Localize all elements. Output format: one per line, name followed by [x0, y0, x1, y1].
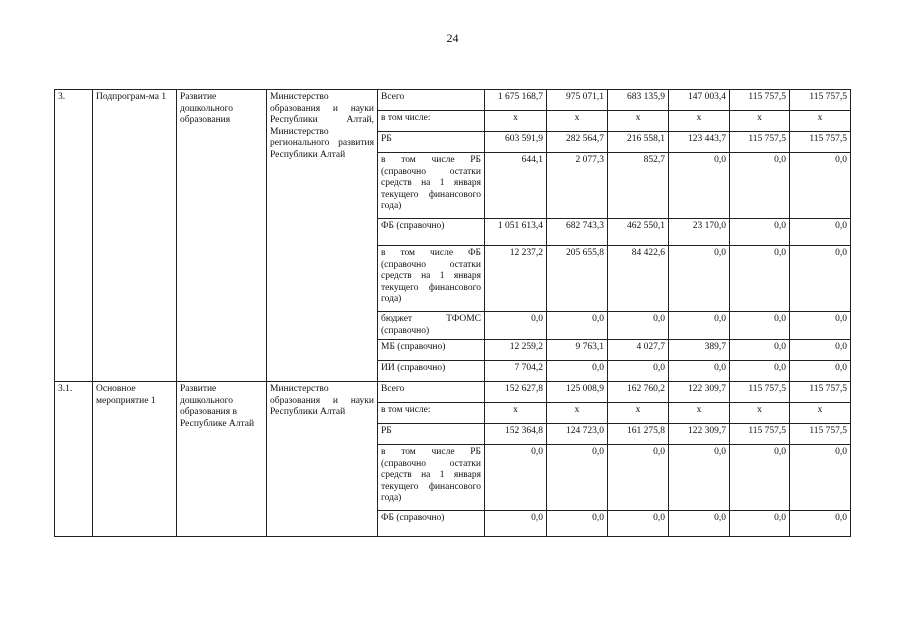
- amount-cell: 115 757,5: [730, 382, 790, 403]
- amount-cell: x: [730, 111, 790, 132]
- amount-cell: 23 170,0: [669, 219, 730, 246]
- amount-cell: x: [608, 111, 669, 132]
- amount-cell: 0,0: [547, 445, 608, 511]
- section-executor: Министерство образования и науки Республики Алтай: [267, 382, 378, 537]
- amount-cell: 0,0: [669, 312, 730, 340]
- amount-cell: 115 757,5: [730, 132, 790, 153]
- amount-cell: 216 558,1: [608, 132, 669, 153]
- amount-cell: x: [790, 403, 851, 424]
- amount-cell: 115 757,5: [730, 90, 790, 111]
- amount-cell: 0,0: [669, 246, 730, 312]
- funding-source: ИИ (справочно): [378, 361, 485, 382]
- amount-cell: 0,0: [669, 361, 730, 382]
- amount-cell: x: [790, 111, 851, 132]
- section-number: 3.1.: [55, 382, 93, 537]
- amount-cell: 0,0: [669, 511, 730, 537]
- table-row: [55, 90, 851, 111]
- amount-cell: 682 743,3: [547, 219, 608, 246]
- amount-cell: 0,0: [608, 511, 669, 537]
- amount-cell: 0,0: [485, 511, 547, 537]
- amount-cell: x: [669, 111, 730, 132]
- amount-cell: 0,0: [730, 246, 790, 312]
- amount-cell: 0,0: [547, 511, 608, 537]
- amount-cell: 115 757,5: [730, 424, 790, 445]
- amount-cell: 0,0: [730, 340, 790, 361]
- amount-cell: 389,7: [669, 340, 730, 361]
- amount-cell: x: [547, 111, 608, 132]
- amount-cell: x: [547, 403, 608, 424]
- amount-cell: 0,0: [730, 511, 790, 537]
- page-number: 24: [446, 31, 459, 45]
- funding-source: в том числе РБ (справочно остатки средств на 1 января текущего финансового года): [378, 153, 485, 219]
- funding-source: РБ: [378, 424, 485, 445]
- amount-cell: 0,0: [790, 445, 851, 511]
- funding-source: ФБ (справочно): [378, 219, 485, 246]
- amount-cell: 1 675 168,7: [485, 90, 547, 111]
- amount-cell: 0,0: [669, 445, 730, 511]
- amount-cell: 0,0: [485, 445, 547, 511]
- section-executor: Министерство образования и науки Республики Алтай, Министерство регионального развития Республики Алтай: [267, 90, 378, 382]
- amount-cell: 12 259,2: [485, 340, 547, 361]
- amount-cell: 205 655,8: [547, 246, 608, 312]
- amount-cell: 0,0: [608, 445, 669, 511]
- amount-cell: 0,0: [730, 219, 790, 246]
- amount-cell: 0,0: [790, 153, 851, 219]
- amount-cell: 12 237,2: [485, 246, 547, 312]
- section-name: Основное мероприятие 1: [93, 382, 177, 537]
- amount-cell: 122 309,7: [669, 424, 730, 445]
- amount-cell: 7 704,2: [485, 361, 547, 382]
- amount-cell: 152 364,8: [485, 424, 547, 445]
- funding-source: в том числе:: [378, 111, 485, 132]
- funding-source: в том числе:: [378, 403, 485, 424]
- amount-cell: 2 077,3: [547, 153, 608, 219]
- amount-cell: 9 763,1: [547, 340, 608, 361]
- amount-cell: 644,1: [485, 153, 547, 219]
- amount-cell: 0,0: [730, 153, 790, 219]
- amount-cell: 0,0: [730, 312, 790, 340]
- amount-cell: x: [608, 403, 669, 424]
- amount-cell: 84 422,6: [608, 246, 669, 312]
- amount-cell: 462 550,1: [608, 219, 669, 246]
- amount-cell: 0,0: [608, 361, 669, 382]
- funding-source: бюджет ТФОМС (справочно): [378, 312, 485, 340]
- funding-source: в том числе РБ (справочно остатки средств на 1 января текущего финансового года): [378, 445, 485, 511]
- amount-cell: x: [485, 111, 547, 132]
- amount-cell: x: [669, 403, 730, 424]
- amount-cell: 0,0: [790, 312, 851, 340]
- amount-cell: 115 757,5: [790, 132, 851, 153]
- amount-cell: 0,0: [608, 312, 669, 340]
- table-body: [55, 90, 851, 537]
- amount-cell: 162 760,2: [608, 382, 669, 403]
- amount-cell: 282 564,7: [547, 132, 608, 153]
- amount-cell: x: [730, 403, 790, 424]
- amount-cell: 0,0: [790, 511, 851, 537]
- amount-cell: 147 003,4: [669, 90, 730, 111]
- amount-cell: 0,0: [547, 361, 608, 382]
- funding-source: Всего: [378, 90, 485, 111]
- funding-source: РБ: [378, 132, 485, 153]
- amount-cell: 122 309,7: [669, 382, 730, 403]
- amount-cell: 161 275,8: [608, 424, 669, 445]
- funding-source: МБ (справочно): [378, 340, 485, 361]
- budget-table: [54, 89, 851, 537]
- section-number: 3.: [55, 90, 93, 382]
- amount-cell: 603 591,9: [485, 132, 547, 153]
- amount-cell: 0,0: [730, 361, 790, 382]
- amount-cell: 123 443,7: [669, 132, 730, 153]
- funding-source: Всего: [378, 382, 485, 403]
- amount-cell: 4 027,7: [608, 340, 669, 361]
- amount-cell: 115 757,5: [790, 424, 851, 445]
- amount-cell: 0,0: [790, 246, 851, 312]
- section-goal: Развитие дошкольного образования в Республике Алтай: [177, 382, 267, 537]
- amount-cell: 115 757,5: [790, 90, 851, 111]
- funding-source: в том числе ФБ (справочно остатки средств на 1 января текущего финансового года): [378, 246, 485, 312]
- amount-cell: 0,0: [485, 312, 547, 340]
- amount-cell: 683 135,9: [608, 90, 669, 111]
- amount-cell: x: [485, 403, 547, 424]
- amount-cell: 0,0: [790, 361, 851, 382]
- amount-cell: 0,0: [790, 340, 851, 361]
- amount-cell: 852,7: [608, 153, 669, 219]
- amount-cell: 152 627,8: [485, 382, 547, 403]
- amount-cell: 0,0: [790, 219, 851, 246]
- amount-cell: 124 723,0: [547, 424, 608, 445]
- amount-cell: 975 071,1: [547, 90, 608, 111]
- section-goal: Развитие дошкольного образования: [177, 90, 267, 382]
- amount-cell: 115 757,5: [790, 382, 851, 403]
- amount-cell: 0,0: [730, 445, 790, 511]
- section-name: Подпрограм-ма 1: [93, 90, 177, 382]
- amount-cell: 1 051 613,4: [485, 219, 547, 246]
- funding-source: ФБ (справочно): [378, 511, 485, 537]
- amount-cell: 0,0: [669, 153, 730, 219]
- amount-cell: 125 008,9: [547, 382, 608, 403]
- amount-cell: 0,0: [547, 312, 608, 340]
- table-row: [55, 382, 851, 403]
